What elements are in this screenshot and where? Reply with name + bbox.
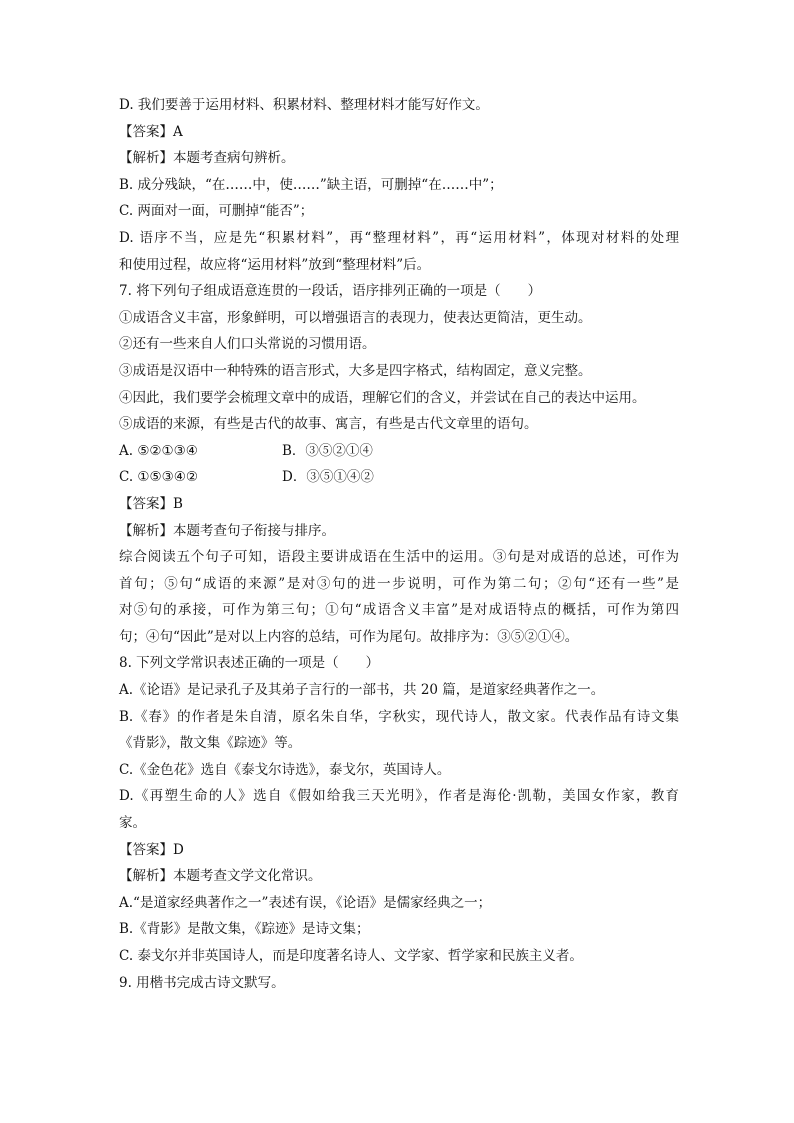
q7-option-a: A. ⑤②①③④ [119, 442, 198, 459]
q7-options-row-1 [119, 438, 679, 465]
q8-stem: 8. 下列文学常识表述正确的一项是（ ） [119, 655, 380, 672]
q7-stem: 7. 将下列句子组成语意连贯的一段话，语序排列正确的一项是（ ） [119, 283, 542, 300]
q8-analysis-c: C. 泰戈尔并非英国诗人，而是印度著名诗人、文学家、哲学家和民族主义者。 [119, 948, 583, 964]
q7-answer: 【答案】B [119, 495, 183, 512]
q7-option-c: C. ①⑤③④② [119, 469, 198, 486]
q6-answer: 【答案】A [119, 123, 183, 140]
q6-option-d: D. 我们要善于运用材料、积累材料、整理材料才能写好作文。 [119, 97, 489, 113]
q8-analysis-b: B.《背影》是散文集，《踪迹》是诗文集； [119, 921, 370, 938]
q7-sentence-3: ③成语是汉语中一种特殊的语言形式，大多是四字格式，结构固定，意义完整。 [119, 362, 592, 379]
q6-analysis-d-line1: D. 语序不当，应是先“积累材料”，再“整理材料”，再“运用材料”，体现对材料的处理 [119, 229, 679, 246]
q8-option-c: C.《金色花》选自《泰戈尔诗选》，泰戈尔，英国诗人。 [119, 761, 451, 778]
q6-analysis-c: C. 两面对一面，可删掉“能否”； [119, 203, 314, 220]
q8-option-b-line2: 《背影》，散文集《踪迹》等。 [119, 735, 302, 752]
q6-analysis-b: B. 成分残缺，“在……中，使……”缺主语，可删掉“在……中”； [119, 176, 503, 193]
q7-analysis-heading: 【解析】本题考查句子衔接与排序。 [119, 522, 335, 539]
q8-option-d-line1: D.《再塑生命的人》选自《假如给我三天光明》，作者是海伦·凯勒，美国女作家，教育 [119, 788, 679, 805]
q7-sentence-4: ④因此，我们要学会梳理文章中的成语，理解它们的含义，并尝试在自己的表达中运用。 [119, 389, 646, 406]
q7-analysis-line1: 综合阅读五个句子可知，语段主要讲成语在生活中的运用。③句是对成语的总述，可作为 [119, 549, 679, 566]
document-body [119, 92, 679, 996]
q7-analysis-line4: 句；④句“因此”是对以上内容的总结，可作为尾句。故排序为：③⑤②①④。 [119, 628, 579, 645]
q8-answer: 【答案】D [119, 841, 184, 858]
q7-sentence-5: ⑤成语的来源，有些是古代的故事、寓言，有些是古代文章里的语句。 [119, 416, 538, 433]
q7-options-row-2 [119, 464, 679, 491]
q9-stem: 9. 用楷书完成古诗文默写。 [119, 974, 285, 991]
q8-option-b-line1: B.《春》的作者是朱自清，原名朱自华，字秋实，现代诗人，散文家。代表作品有诗文集 [119, 708, 679, 725]
q7-analysis-line2: 首句；⑤句“成语的来源”是对③句的进一步说明，可作为第二句；②句“还有一些”是 [119, 575, 679, 592]
q8-option-d-line2: 家。 [119, 815, 146, 832]
q8-option-a: A.《论语》是记录孔子及其弟子言行的一部书，共 20 篇，是道家经典著作之一。 [119, 682, 605, 699]
q7-option-d: D．③⑤①④② [282, 469, 374, 486]
q7-analysis-line3: 对⑤句的承接，可作为第三句；①句“成语含义丰富”是对成语特点的概括，可作为第四 [119, 602, 679, 619]
q7-sentence-1: ①成语含义丰富，形象鲜明，可以增强语言的表现力，使表达更简洁，更生动。 [119, 309, 592, 326]
q8-analysis-a: A.“是道家经典著作之一”表述有误，《论语》是儒家经典之一； [119, 894, 492, 911]
q6-analysis-heading: 【解析】本题考查病句辨析。 [119, 150, 295, 167]
q8-analysis-heading: 【解析】本题考查文学文化常识。 [119, 868, 322, 885]
q6-analysis-d-line2: 和使用过程，故应将“运用材料”放到“整理材料”后。 [119, 256, 431, 273]
q7-sentence-2: ②还有一些来自人们口头常说的习惯用语。 [119, 336, 376, 353]
q7-option-b: B．③⑤②①④ [282, 442, 373, 459]
